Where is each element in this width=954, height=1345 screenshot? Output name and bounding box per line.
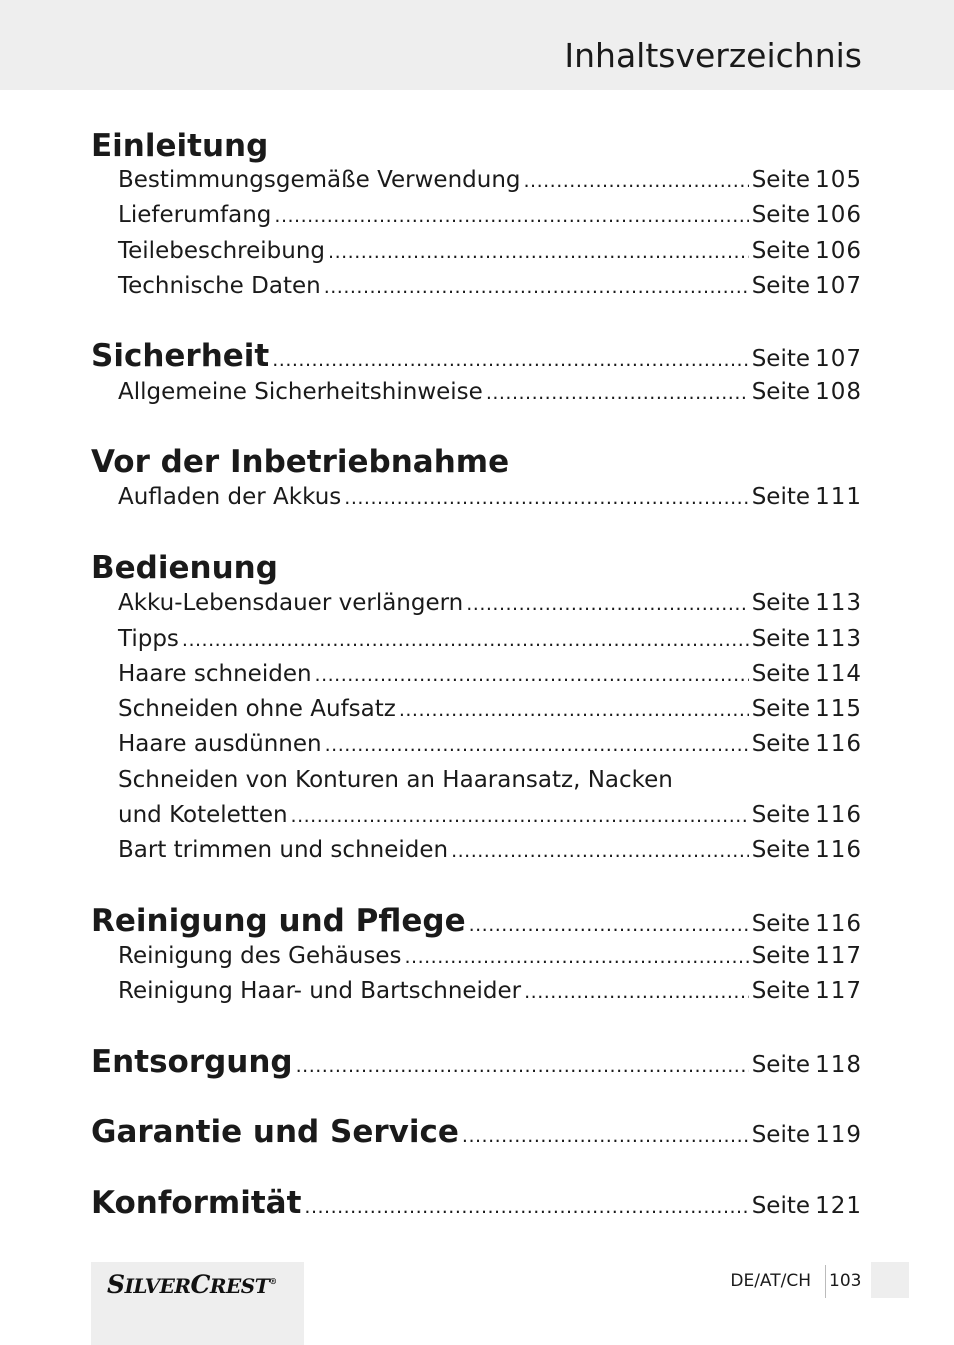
leader-dots <box>469 914 749 936</box>
section-heading-entsorgung[interactable] <box>91 1044 862 1080</box>
toc-entry[interactable] <box>118 202 862 228</box>
entry-page-number: 114 <box>815 661 862 687</box>
section-heading-konformitaet[interactable] <box>91 1185 862 1221</box>
seite-label: Seite <box>751 346 810 372</box>
toc-entry[interactable] <box>118 837 862 863</box>
seite-label: Seite <box>751 1052 810 1078</box>
seite-label: Seite <box>751 696 810 722</box>
seite-label: Seite <box>751 1122 810 1148</box>
seite-label: Seite <box>751 273 810 299</box>
entry-label: Aufladen der Akkus <box>118 484 342 510</box>
toc-entry[interactable] <box>118 590 862 616</box>
footer-page-number: 103 <box>829 1271 862 1291</box>
section-title: Entsorgung <box>91 1044 293 1080</box>
entry-label: Bestimmungsgemäße Verwendung <box>118 167 521 193</box>
entry-label: Schneiden von Konturen an Haaransatz, Nacken <box>118 767 673 793</box>
toc-entry[interactable] <box>118 238 862 264</box>
leader-dots <box>304 1196 748 1218</box>
toc-entry[interactable] <box>118 661 862 687</box>
toc-entry-continued[interactable] <box>118 767 862 793</box>
entry-page-number: 113 <box>815 626 862 652</box>
entry-page-number: 117 <box>815 943 862 969</box>
toc-entry[interactable] <box>118 379 862 405</box>
entry-label: Haare schneiden <box>118 661 312 687</box>
section-heading-inbetriebnahme[interactable] <box>91 444 862 480</box>
entry-page-number: 106 <box>815 238 862 264</box>
entry-label: Bart trimmen und schneiden <box>118 837 449 863</box>
leader-dots <box>325 734 749 756</box>
toc-entry[interactable] <box>118 273 862 299</box>
entry-label: Schneiden ohne Aufsatz <box>118 696 396 722</box>
seite-label: Seite <box>751 379 810 405</box>
seite-label: Seite <box>751 202 810 228</box>
entry-label: Lieferumfang <box>118 202 272 228</box>
entry-label: Reinigung Haar- und Bartschneider <box>118 978 522 1004</box>
seite-label: Seite <box>751 484 810 510</box>
entry-page-number: 115 <box>815 696 862 722</box>
section-heading-einleitung[interactable] <box>91 128 862 164</box>
toc-entry[interactable] <box>118 978 862 1004</box>
section-title: Bedienung <box>91 550 278 586</box>
section-title: Vor der Inbetriebnahme <box>91 444 510 480</box>
section-heading-bedienung[interactable] <box>91 550 862 586</box>
seite-label: Seite <box>751 802 810 828</box>
toc-entry[interactable] <box>118 167 862 193</box>
seite-label: Seite <box>751 911 810 937</box>
entry-page-number: 113 <box>815 590 862 616</box>
entry-label: Allgemeine Sicherheitshinweise <box>118 379 483 405</box>
leader-dots <box>315 664 749 686</box>
leader-dots <box>272 349 748 371</box>
seite-label: Seite <box>751 731 810 757</box>
footer-logo-box <box>91 1262 304 1345</box>
entry-label: Teilebeschreibung <box>118 238 326 264</box>
footer-region: DE/AT/CH <box>730 1271 811 1291</box>
section-title: Sicherheit <box>91 338 270 374</box>
leader-dots <box>324 276 749 298</box>
toc-entry[interactable] <box>118 626 862 652</box>
seite-label: Seite <box>751 837 810 863</box>
entry-label: Reinigung des Gehäuses <box>118 943 402 969</box>
leader-dots <box>451 840 749 862</box>
leader-dots <box>462 1125 749 1147</box>
section-title: Garantie und Service <box>91 1114 459 1150</box>
seite-label: Seite <box>751 661 810 687</box>
seite-label: Seite <box>751 167 810 193</box>
toc-entry[interactable] <box>118 696 862 722</box>
footer-corner-box <box>871 1262 909 1298</box>
entry-page-number: 116 <box>815 802 862 828</box>
leader-dots <box>466 593 748 615</box>
entry-label: Tipps <box>118 626 179 652</box>
entry-label: Technische Daten <box>118 273 321 299</box>
entry-page-number: 108 <box>815 379 862 405</box>
section-title: Konformität <box>91 1185 302 1221</box>
leader-dots <box>274 205 748 227</box>
entry-label: und Koteletten <box>118 802 288 828</box>
leader-dots <box>182 629 749 651</box>
section-page-number: 119 <box>815 1122 862 1148</box>
section-title: Einleitung <box>91 128 269 164</box>
entry-label: Haare ausdünnen <box>118 731 322 757</box>
leader-dots <box>524 981 749 1003</box>
leader-dots <box>344 487 748 509</box>
section-page-number: 121 <box>815 1193 862 1219</box>
leader-dots <box>405 946 749 968</box>
section-heading-reinigung[interactable] <box>91 903 862 939</box>
entry-page-number: 117 <box>815 978 862 1004</box>
section-page-number: 118 <box>815 1052 862 1078</box>
entry-page-number: 111 <box>815 484 862 510</box>
leader-dots <box>524 170 749 192</box>
seite-label: Seite <box>751 978 810 1004</box>
entry-page-number: 116 <box>815 731 862 757</box>
seite-label: Seite <box>751 238 810 264</box>
toc-entry[interactable] <box>118 802 862 828</box>
section-page-number: 116 <box>815 911 862 937</box>
section-page-number: 107 <box>815 346 862 372</box>
silvercrest-logo: SILVERCREST® <box>107 1270 277 1299</box>
section-heading-sicherheit[interactable] <box>91 338 862 374</box>
entry-page-number: 116 <box>815 837 862 863</box>
seite-label: Seite <box>751 626 810 652</box>
toc-entry[interactable] <box>118 943 862 969</box>
entry-page-number: 107 <box>815 273 862 299</box>
section-title: Reinigung und Pflege <box>91 903 466 939</box>
seite-label: Seite <box>751 590 810 616</box>
entry-label: Akku-Lebensdauer verlängern <box>118 590 464 616</box>
seite-label: Seite <box>751 1193 810 1219</box>
seite-label: Seite <box>751 943 810 969</box>
leader-dots <box>291 805 749 827</box>
entry-page-number: 106 <box>815 202 862 228</box>
leader-dots <box>296 1055 749 1077</box>
toc-entry[interactable] <box>118 484 862 510</box>
toc-entry[interactable] <box>118 731 862 757</box>
page-title: Inhaltsverzeichnis <box>564 36 862 75</box>
leader-dots <box>486 382 749 404</box>
section-heading-garantie[interactable] <box>91 1114 862 1150</box>
footer-divider <box>825 1265 826 1298</box>
leader-dots <box>328 241 749 263</box>
leader-dots <box>399 699 749 721</box>
entry-page-number: 105 <box>815 167 862 193</box>
